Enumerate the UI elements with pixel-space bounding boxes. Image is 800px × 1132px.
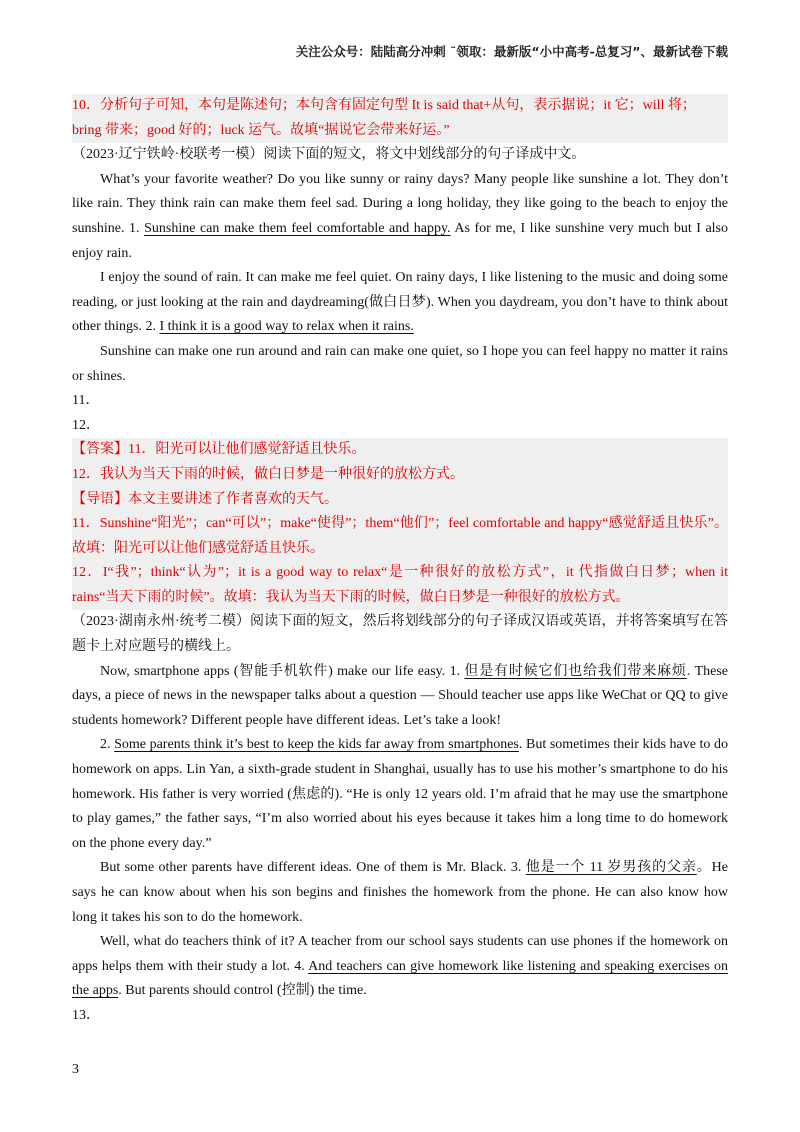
text: Well, what do teachers think of it? A teacher from our school says students can use phones if the homework on apps helps them with their study a lot. 4. — [72, 934, 728, 974]
guide — [72, 488, 728, 513]
answer-10-line1: 10．分析句子可知，本句是陈述句；本句含有固定句型 It is said that+从句，表示据说；it 它；will 将； — [72, 98, 696, 113]
passage1-paragraph-1 — [72, 168, 728, 266]
question-12: 12． — [72, 417, 100, 433]
text: 。He says he can know about when his son begins and finishes the homework from the phone. He can also know how long it takes his son to do the homework. — [72, 860, 729, 925]
passage1-paragraph-2 — [72, 266, 728, 340]
text: 本文主要讲述了作者喜欢的天气。 — [128, 491, 338, 507]
passage2-paragraph-2 — [72, 733, 728, 856]
text: But some other parents have different ideas. One of them is Mr. Black. 3. — [100, 860, 526, 876]
underlined-sentence-2: I think it is a good way to relax when it rains. — [159, 319, 414, 335]
passage2-paragraph-4 — [72, 930, 728, 1004]
answer-11-12-block — [72, 438, 728, 610]
text: . But parents should control (控制) the time. — [118, 983, 367, 999]
explanation-12: 12．I“我”；think“认为”；it is a good way to relax“是一种很好的放松方式”，it 代指做白日梦；when it rains“当天下雨的时候”。故填：我认为当天下雨的时候，做白日梦是一种很好的放松方式。 — [72, 565, 728, 605]
explanation-11: 11．Sunshine“阳光”；can“可以”；make“使得”；them“他们”；feel comfortable and happy“感觉舒适且快乐”。故填：阳光可以让他们感觉舒适且快乐。 — [72, 516, 728, 556]
page-content — [72, 94, 728, 1029]
answer-tag: 【答案】 — [72, 442, 128, 458]
answer-11 — [72, 438, 728, 463]
text: As for me, I like sunshine very much but I also enjoy rain. — [72, 220, 729, 261]
page-header: 关注公众号：陆陆高分冲刺 ˜领取：最新版“小中高考-总复习”、最新试卷下载 — [295, 44, 728, 59]
underlined-sentence-1: 但是有时候它们也给我们带来麻烦 — [464, 663, 687, 679]
passage2-source: （2023·湖南永州·统考二模）阅读下面的短文，然后将划线部分的句子译成汉语或英语，并将答案填写在答题卡上对应题号的横线上。 — [72, 614, 728, 655]
text: What’s your favorite weather? Do you like sunny or rainy days? Many people like sunshine a lot. They don’t like rain. They think rain can make them feel sad. During a long holiday, they like going to the beach to enjoy the sunshine. 1. — [72, 171, 728, 236]
question-13: 13． — [72, 1007, 100, 1023]
text: . But sometimes their kids have to do homework on apps. Lin Yan, a sixth-grade student in Shanghai, usually has to use his mother’s smartphone to do his homework. His father is very worried (焦虑的). “He is only 12 years old. I’m afraid that he may use the smartphone to play games,” the father says, “I’m also worried about his eyes because it takes him a long time to do homework on the phone every day.” — [72, 737, 729, 851]
underlined-sentence-4: And teachers can give homework like listening and speaking exercises on the apps — [72, 958, 729, 999]
answer-10-line2: bring 带来；good 好的；luck 运气。故填“据说它会带来好运。” — [72, 122, 450, 138]
question-11: 11． — [72, 393, 100, 409]
page-number: 3 — [72, 1062, 79, 1077]
text: . These days, a piece of news in the newspaper talks about a question — Should teacher use apps like WeChat or QQ to give students homework? Different people have different ideas. Let’s take a look! — [72, 663, 729, 728]
text: 2. — [100, 737, 115, 753]
underlined-sentence-1: Sunshine can make them feel comfortable and happy. — [144, 220, 451, 236]
guide-tag: 【导语】 — [72, 491, 128, 507]
underlined-sentence-2: Some parents think it’s best to keep the kids far away from smartphones — [114, 737, 519, 753]
text: Now, smartphone apps (智能手机软件) make our life easy. 1. — [100, 663, 465, 679]
underlined-sentence-3: 他是一个 11 岁男孩的父亲 — [525, 860, 697, 876]
passage1-source: （2023·辽宁铁岭·校联考一模）阅读下面的短文，将文中划线部分的句子译成中文。 — [72, 147, 586, 163]
text: 11．阳光可以让他们感觉舒适且快乐。 — [128, 442, 366, 458]
answer-10-block — [72, 94, 728, 143]
passage2-paragraph-1 — [72, 660, 728, 734]
answer-12: 12．我认为当天下雨的时候，做白日梦是一种很好的放松方式。 — [72, 466, 464, 482]
passage2-paragraph-3 — [72, 856, 728, 930]
passage1-paragraph-3: Sunshine can make one run around and rain can make one quiet, so I hope you can feel happy no matter it rains or shines. — [72, 343, 728, 384]
text: I enjoy the sound of rain. It can make me feel quiet. On rainy days, I like listening to the music and doing some reading, or just looking at the rain and daydreaming(做白日梦). When you daydream, you don’t have to think about other things. 2. — [72, 270, 728, 335]
